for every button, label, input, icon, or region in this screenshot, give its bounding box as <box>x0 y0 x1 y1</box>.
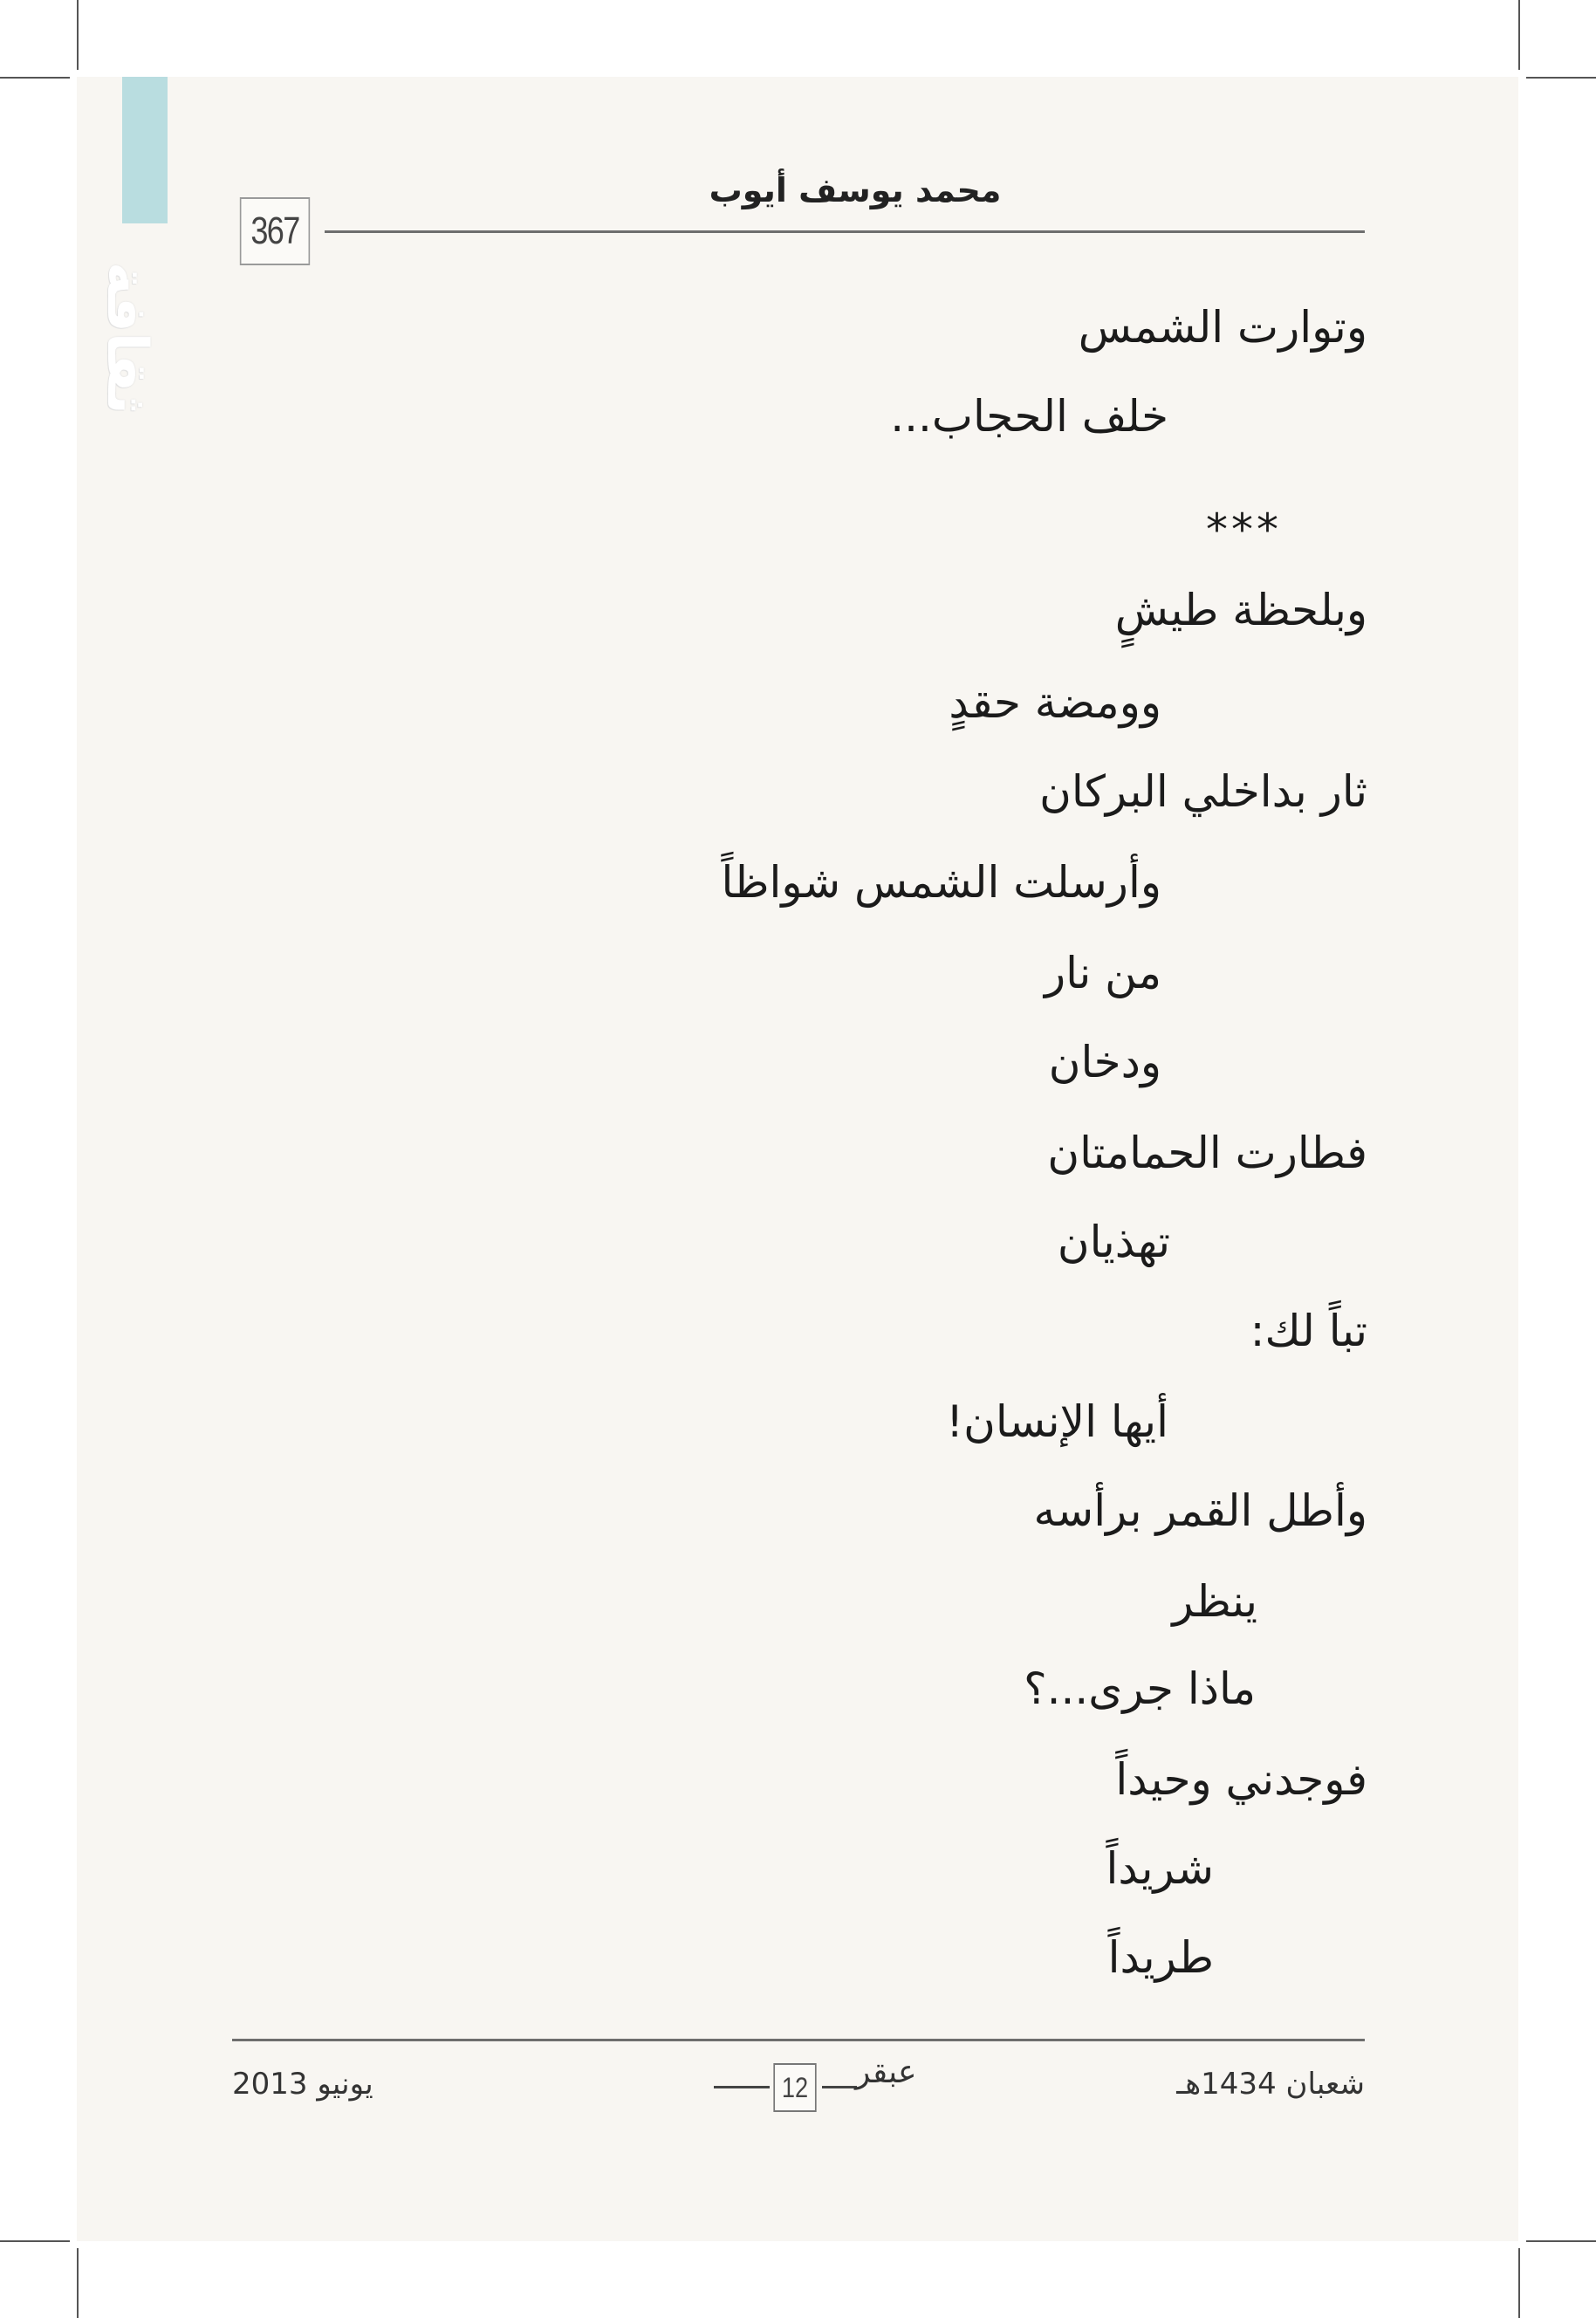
poem-line: وومضة حقدٍ <box>949 677 1161 728</box>
poem-line: فوجدني وحيداً <box>1115 1754 1367 1805</box>
poem-line: ماذا جرى...؟ <box>1024 1663 1256 1714</box>
poem-line: فطارت الحمامتان <box>1047 1128 1367 1178</box>
poem-line: خلف الحجاب... <box>890 391 1168 442</box>
crop-mark <box>0 2240 70 2242</box>
crop-mark <box>1526 77 1596 79</box>
crop-mark <box>1518 2248 1520 2318</box>
crop-mark <box>1518 0 1520 70</box>
poem-line: طريداً <box>1107 1932 1214 1983</box>
poem-line: تباً لك: <box>1250 1306 1367 1356</box>
poem-separator: *** <box>1206 504 1282 555</box>
poem-line: ينظر <box>1172 1576 1257 1627</box>
poem-line: شريداً <box>1106 1843 1214 1894</box>
crop-mark <box>0 77 70 79</box>
poem-line: تهذيان <box>1057 1217 1170 1267</box>
footer-date-gregorian: يونيو 2013 <box>232 2067 373 2102</box>
page-number: 367 <box>240 197 310 265</box>
footer-mark-line <box>714 2086 770 2088</box>
poem-line: من نار <box>1044 948 1161 998</box>
poem-line: ثار بداخلي البركان <box>1039 766 1367 817</box>
footer-divider <box>232 2039 1365 2041</box>
issue-number: 12 <box>773 2063 816 2112</box>
footer-date-hijri: شعبان 1434هـ <box>1176 2067 1365 2102</box>
crop-mark <box>1526 2240 1596 2242</box>
poem-line: وأطل القمر برأسه <box>1033 1485 1367 1536</box>
poem-line: وتوارت الشمس <box>1078 302 1367 353</box>
footer-magazine-mark <box>714 2054 923 2116</box>
crop-mark <box>77 2248 79 2318</box>
poem-line: ودخان <box>1048 1037 1161 1087</box>
author-name: محمد يوسف أيوب <box>709 171 1002 209</box>
poem-line: وأرسلت الشمس شواظاً <box>721 857 1161 908</box>
section-color-tab <box>122 77 168 223</box>
crop-mark <box>77 0 79 70</box>
section-logo: ثقافة <box>94 262 159 415</box>
magazine-name: عبقر <box>855 2054 917 2090</box>
footer-mark-line <box>822 2086 857 2088</box>
poem-line: وبلحظة طيشٍ <box>1114 585 1367 635</box>
header-divider <box>325 230 1365 233</box>
poem-line: أيها الإنسان! <box>946 1396 1168 1447</box>
